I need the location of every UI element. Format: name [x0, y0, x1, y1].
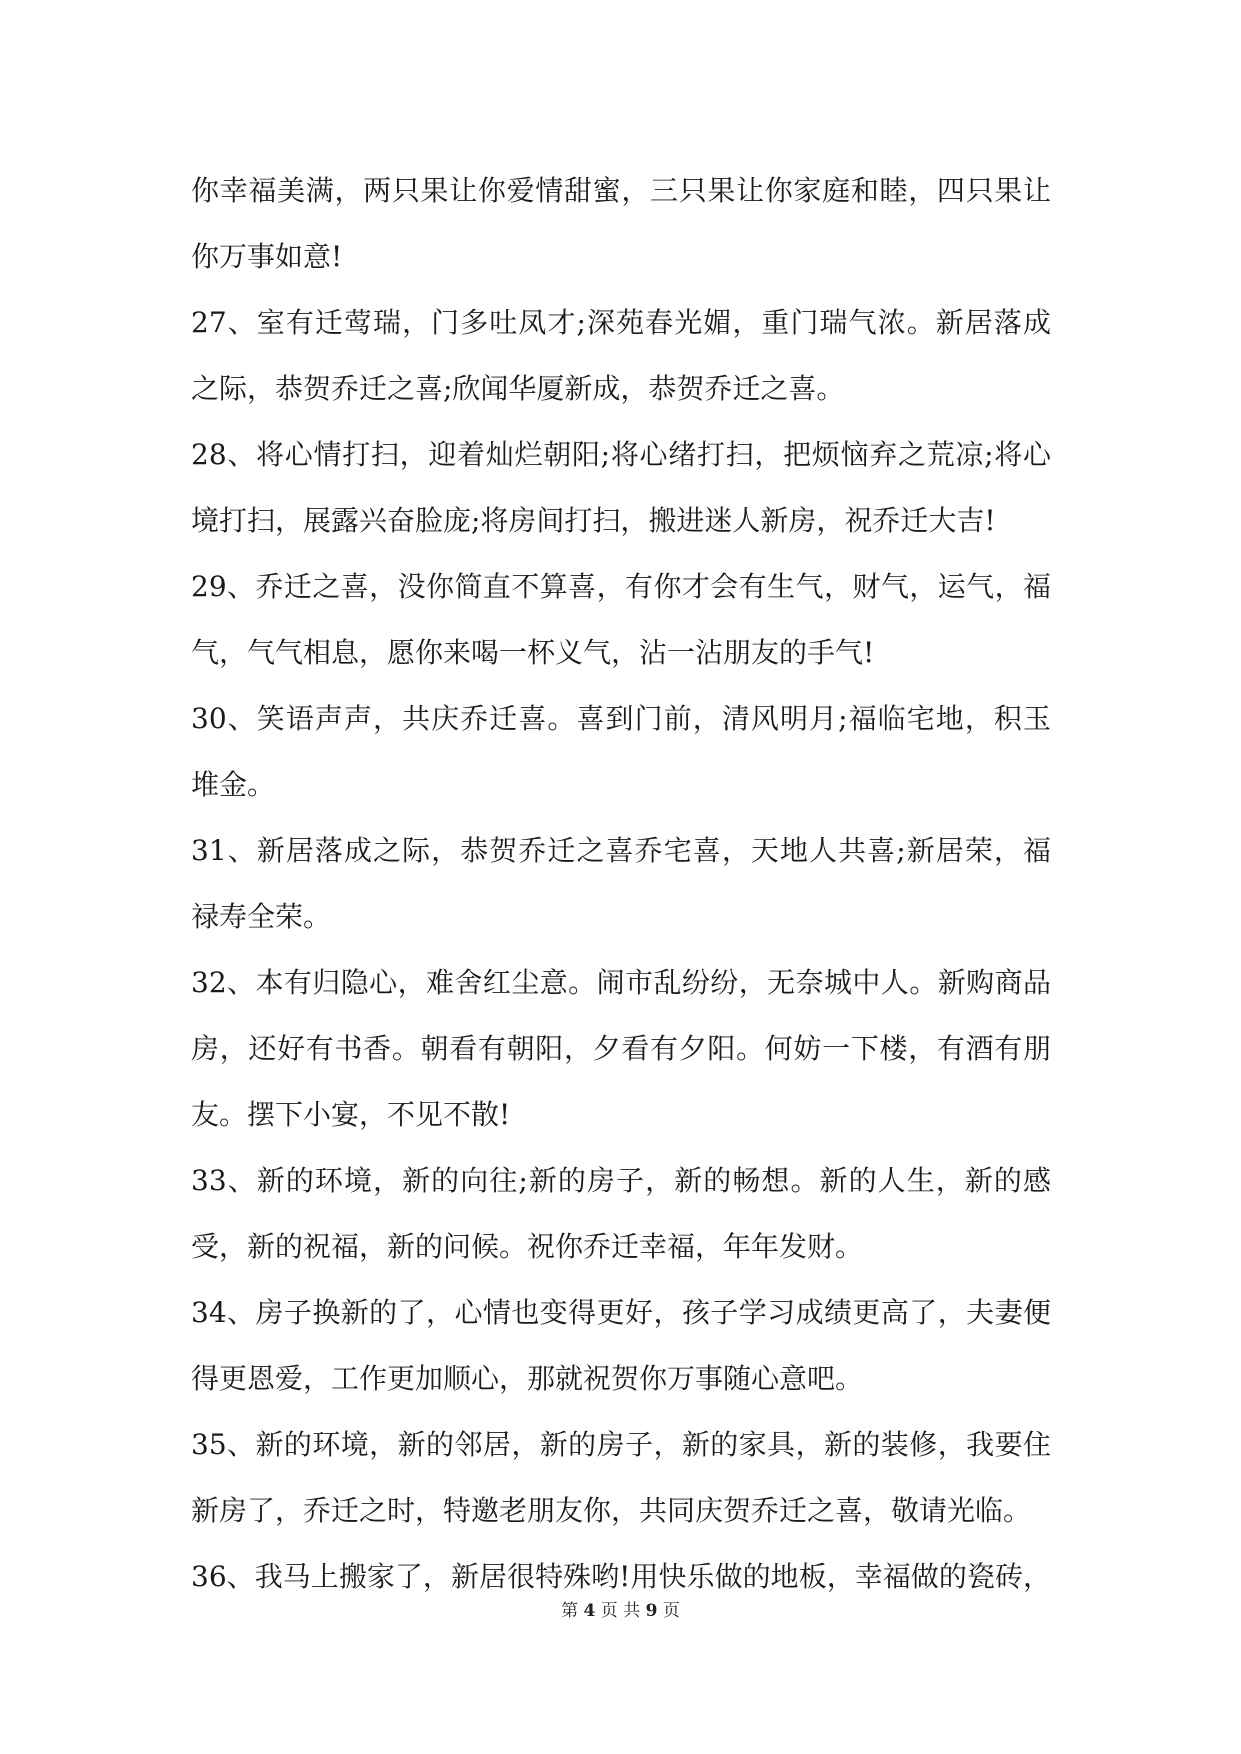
text-line: 30、笑语声声，共庆乔迁喜。喜到门前，清风明月;福临宅地，积玉	[191, 702, 1051, 735]
text-line: 友。摆下小宴，不见不散!	[191, 1098, 511, 1131]
text-line: 36、我马上搬家了，新居很特殊哟!用快乐做的地板，幸福做的瓷砖，	[191, 1560, 1051, 1593]
text-line: 你万事如意!	[191, 240, 343, 273]
text-line: 房，还好有书香。朝看有朝阳，夕看有夕阳。何妨一下楼，有酒有朋	[191, 1032, 1051, 1065]
text-line: 28、将心情打扫，迎着灿烂朝阳;将心绪打扫，把烦恼弃之荒凉;将心	[191, 438, 1051, 471]
footer-middle: 页 共	[600, 1601, 641, 1621]
text-line: 35、新的环境，新的邻居，新的房子，新的家具，新的装修，我要住	[191, 1428, 1051, 1461]
text-line: 29、乔迁之喜，没你简直不算喜，有你才会有生气，财气，运气，福	[191, 570, 1051, 603]
text-line: 33、新的环境，新的向往;新的房子，新的畅想。新的人生，新的感	[191, 1164, 1051, 1197]
footer-prefix: 第	[561, 1601, 579, 1621]
text-line: 禄寿全荣。	[191, 900, 332, 933]
text-line: 堆金。	[191, 768, 276, 801]
page-footer	[0, 1599, 1241, 1623]
footer-total-pages: 9	[645, 1601, 658, 1621]
text-line: 受，新的祝福，新的问候。祝你乔迁幸福，年年发财。	[191, 1230, 864, 1263]
text-line: 之际，恭贺乔迁之喜;欣闻华厦新成，恭贺乔迁之喜。	[191, 372, 845, 405]
text-line: 境打扫，展露兴奋脸庞;将房间打扫，搬进迷人新房，祝乔迁大吉!	[191, 504, 996, 537]
text-line: 27、室有迁莺瑞，门多吐凤才;深苑春光媚，重门瑞气浓。新居落成	[191, 306, 1051, 339]
text-line: 32、本有归隐心，难舍红尘意。闹市乱纷纷，无奈城中人。新购商品	[191, 966, 1051, 999]
text-line: 你幸福美满，两只果让你爱情甜蜜，三只果让你家庭和睦，四只果让	[191, 174, 1051, 207]
footer-page-number: 4	[583, 1601, 596, 1621]
text-line: 得更恩爱，工作更加顺心，那就祝贺你万事随心意吧。	[191, 1362, 864, 1395]
body-text	[191, 158, 1051, 1610]
text-line: 34、房子换新的了，心情也变得更好，孩子学习成绩更高了，夫妻便	[191, 1296, 1051, 1329]
text-line: 31、新居落成之际，恭贺乔迁之喜乔宅喜，天地人共喜;新居荣，福	[191, 834, 1051, 867]
text-line: 新房了，乔迁之时，特邀老朋友你，共同庆贺乔迁之喜，敬请光临。	[191, 1494, 1032, 1527]
text-line: 气，气气相息，愿你来喝一杯义气，沾一沾朋友的手气!	[191, 636, 875, 669]
footer-suffix: 页	[662, 1601, 680, 1621]
